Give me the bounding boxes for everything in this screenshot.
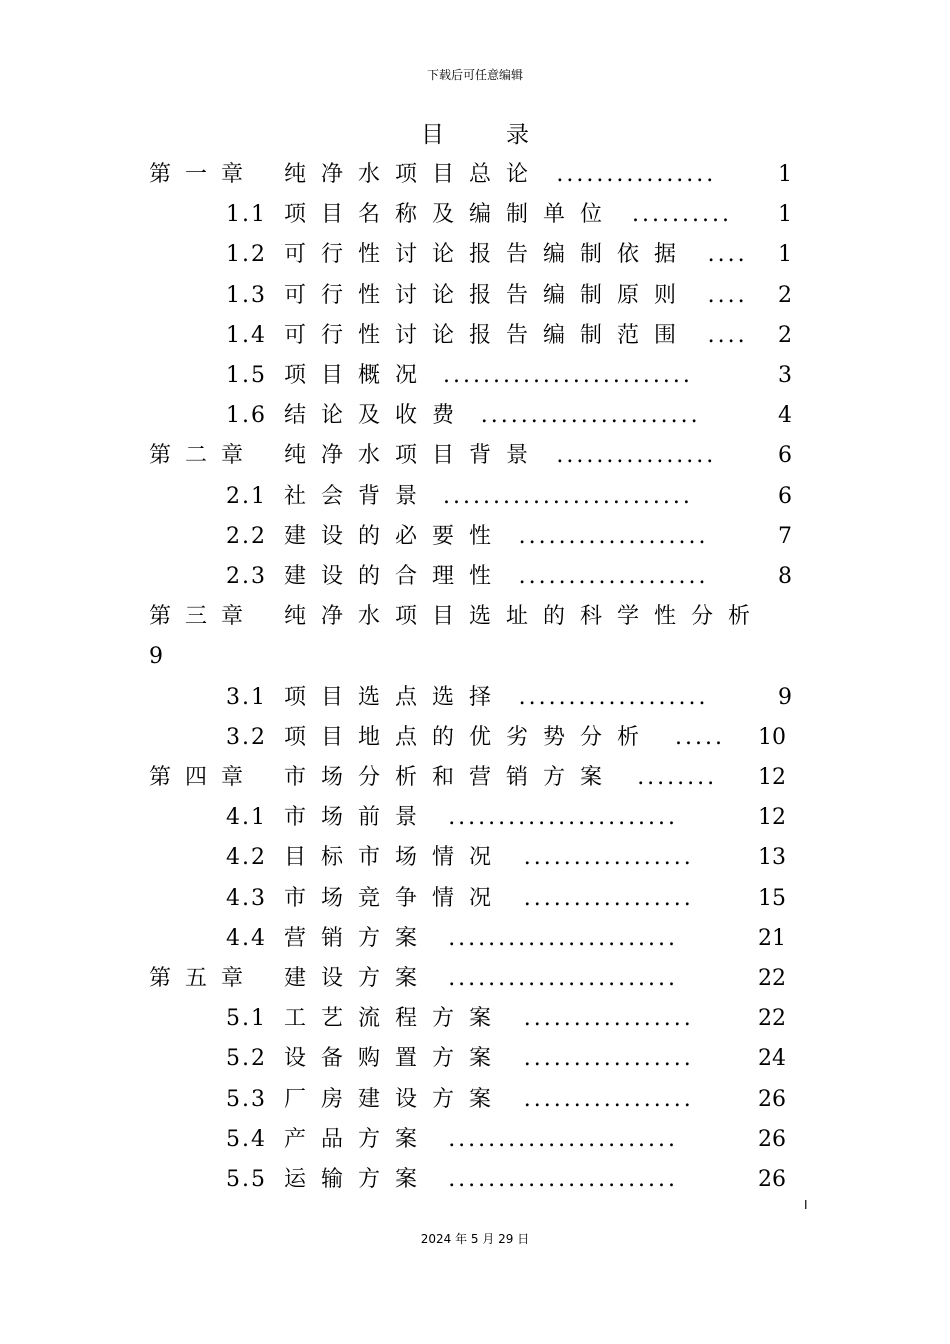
page-number: 9: [149, 644, 163, 670]
section-number: 4.1: [226, 805, 267, 831]
entry-title: 厂房建设方案: [284, 1086, 507, 1112]
leader-dots: .......................: [448, 1167, 679, 1192]
leader-dots: ...................: [518, 564, 709, 589]
page-number: 1: [778, 202, 792, 228]
page-number: 3: [778, 363, 792, 388]
page-number: 6: [778, 483, 792, 509]
chapter-label: 第一章: [149, 162, 258, 187]
section-number: 1.4: [226, 322, 267, 348]
toc-section-entry[interactable]: [0, 999, 950, 1039]
page-number: 13: [758, 845, 786, 871]
section-number: 5.4: [226, 1126, 267, 1152]
leader-dots: ..........: [632, 202, 732, 228]
section-number: 2.2: [226, 523, 267, 549]
entry-title: 建设方案: [284, 966, 433, 991]
section-number: 3.1: [226, 684, 267, 710]
page-number: 2: [778, 282, 792, 308]
toc-section-entry[interactable]: [0, 1160, 950, 1200]
section-number: 5.2: [226, 1046, 267, 1072]
entry-title: 纯净水项目背景: [284, 443, 544, 469]
toc-section-entry[interactable]: [0, 517, 950, 557]
toc-section-entry[interactable]: [0, 276, 950, 316]
page-number: 12: [758, 805, 786, 831]
entry-title: 设备购置方案: [284, 1046, 507, 1072]
chapter-label: 第三章: [149, 604, 258, 630]
section-number: 2.3: [226, 564, 267, 589]
leader-dots: ...................: [518, 523, 709, 549]
page-number: 1: [778, 242, 792, 268]
leader-dots: ...................: [518, 684, 709, 710]
entry-title: 纯净水项目总论: [284, 162, 544, 187]
toc-section-entry[interactable]: [0, 195, 950, 235]
section-number: 4.2: [226, 845, 267, 871]
toc-section-entry[interactable]: [0, 1039, 950, 1079]
section-number: 4.3: [226, 885, 267, 911]
page-number: 8: [778, 564, 792, 589]
toc-section-entry[interactable]: [0, 235, 950, 275]
section-number: 3.2: [226, 724, 267, 750]
toc-chapter-entry[interactable]: [0, 597, 950, 637]
leader-dots: .................: [523, 1046, 694, 1072]
toc-title: 目录: [421, 122, 591, 148]
entry-title: 结论及收费: [284, 403, 470, 429]
page-number: 7: [778, 523, 792, 549]
page-number: 26: [758, 1167, 786, 1192]
entry-title: 可行性讨论报告编制依据: [284, 242, 692, 268]
entry-title: 目标市场情况: [284, 845, 507, 871]
toc-chapter-entry[interactable]: [0, 959, 950, 999]
entry-title: 纯净水项目选址的科学性分析: [284, 604, 766, 630]
section-number: 5.1: [226, 1006, 267, 1032]
leader-dots: .......................: [448, 805, 679, 831]
toc-section-entry[interactable]: [0, 838, 950, 878]
page-number: 22: [758, 966, 786, 991]
toc-section-entry[interactable]: [0, 396, 950, 436]
page-footer-date: 2024 年 5 月 29 日: [420, 1232, 530, 1246]
chapter-label: 第二章: [149, 443, 258, 469]
toc-section-entry[interactable]: [0, 678, 950, 718]
page-number: 26: [758, 1086, 786, 1112]
leader-dots: .....: [675, 724, 725, 750]
toc-section-entry[interactable]: [0, 477, 950, 517]
section-number: 2.1: [226, 483, 267, 509]
page-number: 2: [778, 322, 792, 348]
section-number: 5.3: [226, 1086, 267, 1112]
leader-dots: .........................: [443, 483, 693, 509]
entry-title: 产品方案: [284, 1126, 433, 1152]
page-number: 24: [758, 1046, 786, 1072]
page-number: 12: [758, 765, 786, 790]
toc-section-entry[interactable]: [0, 557, 950, 597]
page-number: 15: [758, 885, 786, 911]
entry-title: 市场前景: [284, 805, 433, 831]
page-number: 22: [758, 1006, 786, 1032]
entry-title: 项目选点选择: [284, 684, 507, 710]
page-number: 4: [778, 403, 792, 429]
leader-dots: ........: [637, 765, 718, 790]
entry-title: 可行性讨论报告编制范围: [284, 322, 692, 348]
toc-section-entry[interactable]: [0, 718, 950, 758]
entry-title: 市场竞争情况: [284, 885, 507, 911]
toc-section-entry[interactable]: [0, 798, 950, 838]
entry-title: 建设的合理性: [284, 564, 507, 589]
leader-dots: .......................: [448, 966, 679, 991]
chapter-label: 第四章: [149, 765, 258, 790]
leader-dots: .........................: [443, 363, 693, 388]
toc-section-entry[interactable]: [0, 1120, 950, 1160]
section-number: 1.1: [226, 202, 267, 228]
toc-section-entry[interactable]: [0, 919, 950, 959]
section-number: 4.4: [226, 925, 267, 951]
entry-title: 项目名称及编制单位: [284, 202, 618, 228]
page-number: 6: [778, 443, 792, 469]
toc-chapter-entry[interactable]: [0, 758, 950, 798]
page-number: 9: [778, 684, 792, 710]
entry-title: 项目概况: [284, 363, 433, 388]
leader-dots: ......................: [480, 403, 701, 429]
leader-dots: .................: [523, 1086, 694, 1112]
toc-section-entry[interactable]: [0, 1080, 950, 1120]
leader-dots: ................: [556, 443, 717, 469]
section-number: 1.2: [226, 242, 267, 268]
page-number: 10: [758, 724, 786, 750]
leader-dots: .................: [523, 885, 694, 911]
leader-dots: .................: [523, 1006, 694, 1032]
section-number: 1.5: [226, 363, 267, 388]
toc-section-entry[interactable]: [0, 879, 950, 919]
entry-title: 工艺流程方案: [284, 1006, 507, 1032]
entry-title: 建设的必要性: [284, 523, 507, 549]
page-number: 1: [778, 162, 792, 187]
entry-title: 市场分析和营销方案: [284, 765, 618, 790]
leader-dots: ....: [707, 322, 748, 348]
section-number: 1.3: [226, 282, 267, 308]
toc-section-entry[interactable]: [0, 316, 950, 356]
toc-chapter-entry[interactable]: [0, 155, 950, 195]
leader-dots: .................: [523, 845, 694, 871]
entry-title: 社会背景: [284, 483, 433, 509]
leader-dots: ....: [707, 242, 748, 268]
page-number: 26: [758, 1126, 786, 1152]
toc-chapter-entry[interactable]: [0, 436, 950, 476]
section-number: 5.5: [226, 1167, 267, 1192]
page-header: 下载后可任意编辑: [426, 68, 523, 82]
entry-title: 运输方案: [284, 1167, 433, 1192]
leader-dots: .......................: [448, 925, 679, 951]
leader-dots: ....: [707, 282, 748, 308]
entry-title: 项目地点的优劣势分析: [284, 724, 655, 750]
entry-title: 可行性讨论报告编制原则: [284, 282, 692, 308]
page-number: 21: [758, 925, 786, 951]
entry-title: 营销方案: [284, 925, 433, 951]
page-number-marker: I: [804, 1198, 808, 1212]
leader-dots: .......................: [448, 1126, 679, 1152]
toc-section-entry[interactable]: [0, 356, 950, 396]
section-number: 1.6: [226, 403, 267, 429]
leader-dots: ................: [556, 162, 717, 187]
chapter-label: 第五章: [149, 966, 258, 991]
